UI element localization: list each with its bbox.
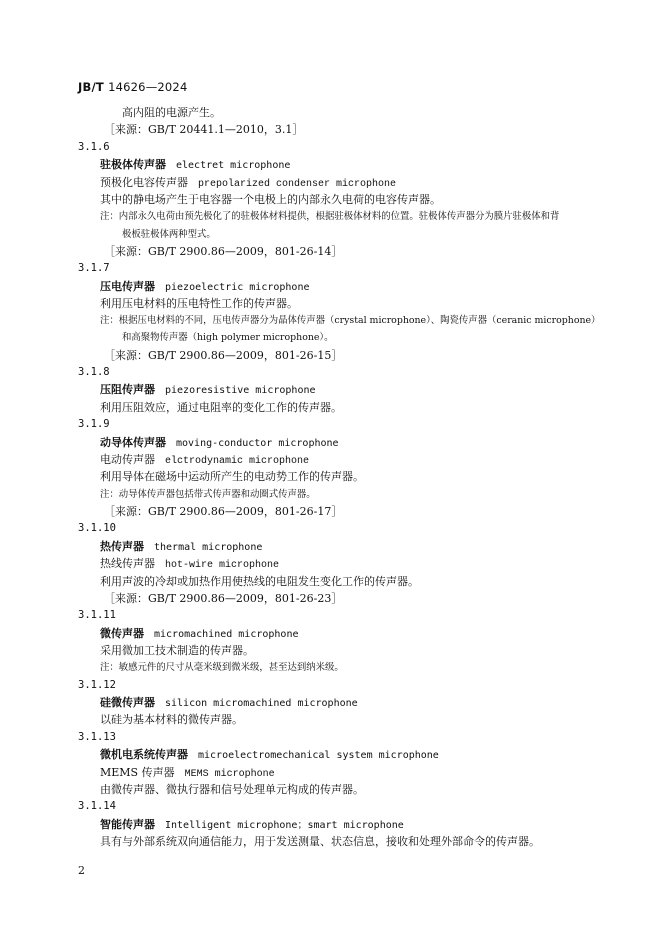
term-english: piezoresistive microphone bbox=[165, 385, 316, 397]
standard-prefix: JB/T bbox=[78, 80, 104, 94]
source-reference: ［来源：GB/T 2900.86—2009，801-26-23］ bbox=[104, 591, 343, 605]
note-text: 注：动导体传声器包括带式传声器和动圈式传声器。 bbox=[100, 488, 316, 500]
term-heading bbox=[78, 434, 618, 451]
clause-number: 3.1.14 bbox=[78, 800, 116, 813]
clause-number: 3.1.8 bbox=[78, 366, 110, 379]
note-text: 注：内部永久电荷由预先极化了的驻极体材料提供，根据驻极体材料的位置。驻极体传声器分为膜片驻极体和背 bbox=[100, 211, 560, 223]
term-chinese: 硅微传声器 bbox=[100, 696, 155, 710]
source-reference: ［来源：GB/T 2900.86—2009，801-26-14］ bbox=[104, 244, 343, 258]
clause-number: 3.1.12 bbox=[78, 678, 116, 691]
terms-content bbox=[78, 104, 618, 851]
clause-number: 3.1.11 bbox=[78, 609, 116, 622]
clause-number: 3.1.10 bbox=[78, 522, 116, 535]
clause-number: 3.1.7 bbox=[78, 262, 110, 275]
term-chinese: 微传声器 bbox=[100, 626, 144, 640]
term-chinese: 微机电系统传声器 bbox=[100, 748, 188, 762]
term-heading bbox=[78, 156, 618, 173]
term-english: prepolarized condenser microphone bbox=[198, 178, 397, 190]
term-english: hot-wire microphone bbox=[165, 560, 280, 572]
note-text: 极板驻极体两种型式。 bbox=[122, 228, 216, 240]
clause-number: 3.1.13 bbox=[78, 730, 116, 743]
term-english: Intelligent microphone；smart microphone bbox=[165, 819, 404, 831]
term-chinese: 热传声器 bbox=[100, 539, 144, 553]
term-chinese: 电动传声器 bbox=[100, 453, 155, 466]
term-heading bbox=[78, 625, 618, 642]
note-text: 注：敏感元件的尺寸从毫米级到微米级，甚至达到纳米级。 bbox=[100, 662, 344, 674]
standard-number: 14626—2024 bbox=[108, 80, 188, 94]
term-english: elctrodynamic microphone bbox=[165, 456, 310, 467]
definition-text: 利用声波的冷却或加热作用使热线的电阻发生变化工作的传声器。 bbox=[100, 574, 419, 588]
clause-number: 3.1.9 bbox=[78, 418, 110, 431]
note-text: 和高聚物传声器（high polymer microphone）。 bbox=[122, 332, 334, 344]
synonym-term bbox=[78, 764, 618, 781]
term-chinese: MEMS 传声器 bbox=[100, 765, 175, 779]
term-heading bbox=[78, 746, 618, 763]
term-chinese: 驻极体传声器 bbox=[100, 158, 166, 172]
synonym-term bbox=[78, 555, 618, 572]
term-chinese: 热线传声器 bbox=[100, 557, 155, 571]
definition-text: 利用导体在磁场中运动所产生的电动势工作的传声器。 bbox=[100, 470, 364, 484]
standard-header bbox=[78, 80, 187, 94]
term-english: moving-conductor microphone bbox=[176, 437, 339, 449]
definition-text: 高内阻的电源产生。 bbox=[122, 106, 221, 119]
term-heading bbox=[78, 278, 618, 295]
definition-text: 由微传声器、微执行器和信号处理单元构成的传声器。 bbox=[100, 783, 364, 797]
definition-text: 具有与外部系统双向通信能力，用于发送测量、状态信息，接收和处理外部命令的传声器。 bbox=[100, 835, 540, 849]
term-english: thermal microphone bbox=[154, 541, 263, 553]
synonym-term bbox=[78, 174, 618, 191]
term-chinese: 压电传声器 bbox=[100, 279, 155, 293]
source-reference: ［来源：GB/T 2900.86—2009，801-26-17］ bbox=[104, 504, 343, 518]
term-heading bbox=[78, 538, 618, 555]
term-english: piezoelectric microphone bbox=[165, 281, 310, 293]
term-heading bbox=[78, 694, 618, 711]
term-chinese: 压阻传声器 bbox=[100, 383, 155, 397]
term-heading bbox=[78, 381, 618, 398]
note-text: 注：根据压电材料的不同，压电传声器分为晶体传声器（crystal microphone）、陶瓷传声器（ceranic microphone） bbox=[100, 315, 601, 327]
term-english: electret microphone bbox=[176, 160, 291, 172]
synonym-term bbox=[78, 451, 618, 468]
term-chinese: 预极化电容传声器 bbox=[100, 175, 188, 189]
definition-text: 利用压阻效应，通过电阻率的变化工作的传声器。 bbox=[100, 400, 342, 414]
definition-text: 其中的静电场产生于电容器一个电极上的内部永久电荷的电容传声器。 bbox=[100, 192, 441, 206]
term-english: micromachined microphone bbox=[154, 628, 299, 640]
definition-text: 以硅为基本材料的微传声器。 bbox=[100, 713, 243, 727]
definition-text: 利用压电材料的压电特性工作的传声器。 bbox=[100, 296, 298, 310]
term-english: microelectromechanical system microphone bbox=[198, 750, 439, 762]
term-chinese: 智能传声器 bbox=[100, 817, 155, 831]
source-reference: ［来源：GB/T 20441.1—2010，3.1］ bbox=[104, 123, 304, 137]
term-english: MEMS microphone bbox=[184, 768, 275, 780]
clause-number: 3.1.6 bbox=[78, 140, 110, 153]
term-heading bbox=[78, 816, 618, 833]
definition-text: 采用微加工技术制造的传声器。 bbox=[100, 644, 254, 658]
source-reference: ［来源：GB/T 2900.86—2009，801-26-15］ bbox=[104, 348, 343, 362]
term-english: silicon micromachined microphone bbox=[165, 698, 358, 710]
page-number: 2 bbox=[78, 864, 85, 877]
term-chinese: 动导体传声器 bbox=[100, 435, 166, 449]
